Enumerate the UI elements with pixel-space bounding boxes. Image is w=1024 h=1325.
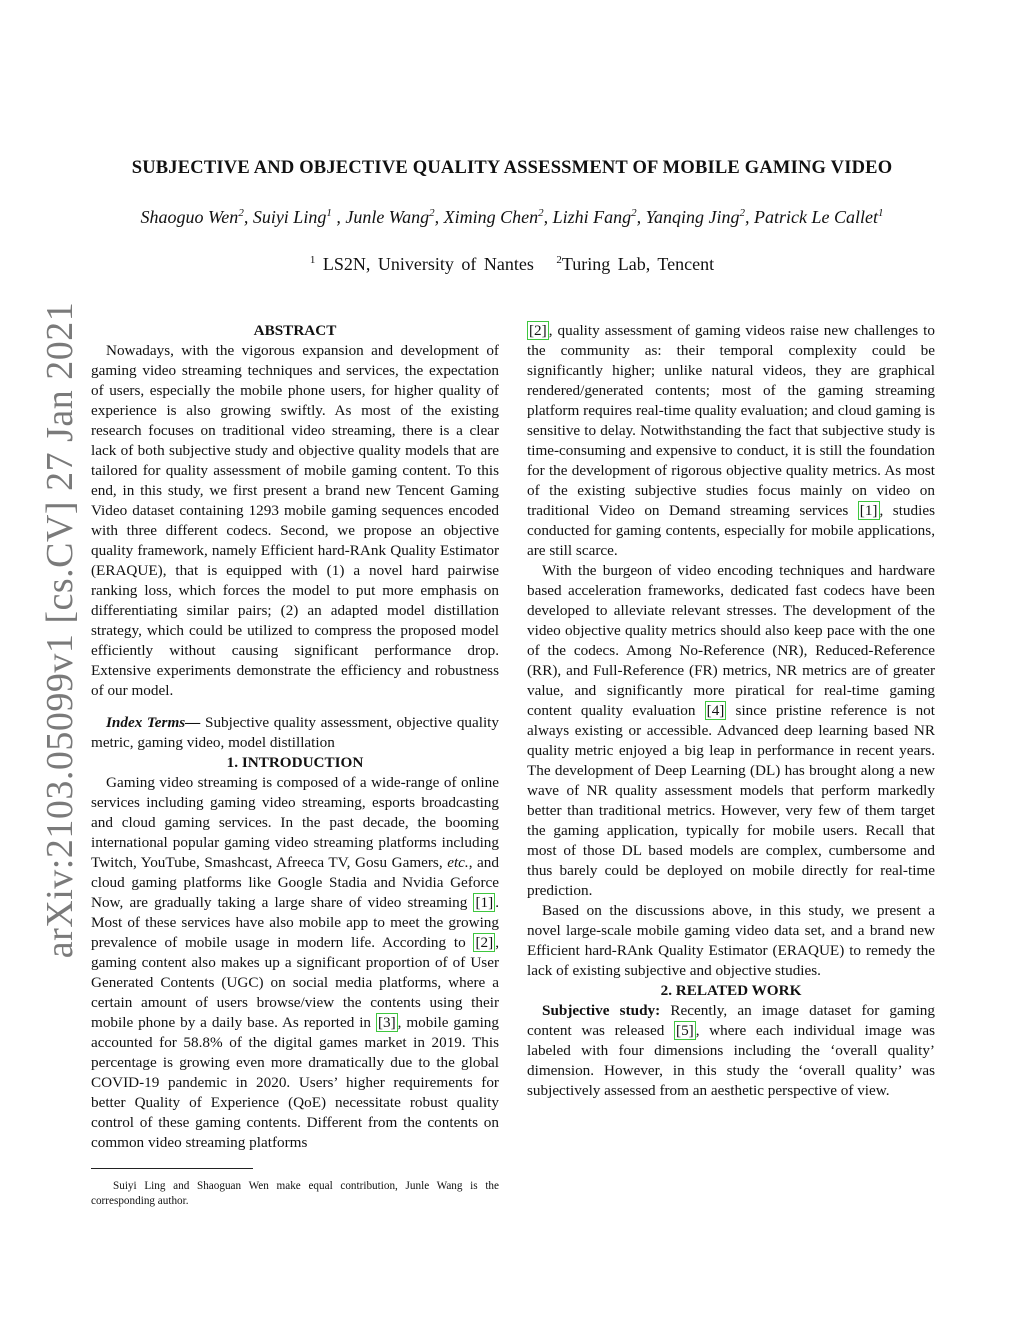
- text-run: . Most of these services have also mobile app to meet the growing prevalence of mobile usage in modern life. According to: [91, 894, 499, 951]
- citation-link[interactable]: [1]: [859, 502, 878, 519]
- author: Lizhi Fang: [552, 207, 632, 227]
- citation-link[interactable]: [4]: [706, 702, 725, 719]
- intro-paragraph-2: [527, 561, 935, 901]
- author: Suiyi Ling: [252, 207, 327, 227]
- index-terms: [91, 713, 499, 753]
- affiliation: Turing Lab, Tencent: [561, 254, 715, 274]
- author-affiliation: 2: [739, 207, 746, 219]
- intro-paragraph-1-continued: [527, 321, 935, 561]
- affiliation: LS2N, University of Nantes: [322, 254, 534, 274]
- index-terms-text: Subjective quality assessment, objective quality metric, gaming video, model distillation: [91, 714, 499, 751]
- citation-link[interactable]: [5]: [676, 1022, 694, 1039]
- abstract-heading: ABSTRACT: [253, 322, 337, 339]
- affiliations: [0, 254, 1024, 275]
- paper-title: SUBJECTIVE AND OBJECTIVE QUALITY ASSESSMENT OF MOBILE GAMING VIDEO: [131, 158, 893, 178]
- author: Yanqing Jing: [645, 207, 740, 227]
- section-heading-related-work: 2. RELATED WORK: [660, 982, 802, 999]
- author: Ximing Chen: [443, 207, 539, 227]
- affiliation-number: 1: [309, 254, 316, 266]
- author: Shaoguo Wen: [140, 207, 239, 227]
- subsection-label: Subjective study:: [542, 1002, 661, 1019]
- citation-link[interactable]: [3]: [377, 1014, 396, 1031]
- right-column: [527, 321, 935, 1101]
- affiliation-number: 2: [556, 254, 562, 266]
- left-column: [91, 321, 499, 1153]
- text-run: Recently, an image dataset for gaming content was released: [527, 1002, 935, 1039]
- author-affiliation: 1: [326, 207, 332, 219]
- arxiv-stamp-text: arXiv:2103.05099v1 [cs.CV] 27 Jan 2021: [39, 301, 81, 959]
- citation-link[interactable]: [2]: [475, 934, 494, 951]
- text-run: Gaming video streaming is composed of a wide-range of online services including gaming video streaming, esports broadcasting and cloud gaming services. In the past decade, the booming international popular gaming video streaming platforms including Twitch, YouTube, Smashcast, Afreeca TV, Gosu Gamers,: [91, 774, 499, 871]
- author-affiliation: 2: [238, 207, 244, 219]
- text-run: With the burgeon of video encoding techniques and hardware based acceleration frameworks, dedicated fast codecs have been developed to alleviate relevant stresses. The development of the video objective quality metrics should also keep pace with the one of the codecs. Among No-Reference (NR), Reduced-Reference (RR), and Full-Reference (FR) metrics, NR metrics are of greater value, and significantly more piratical for real-time gaming content quality evaluation: [527, 562, 935, 719]
- author-affiliation: 2: [538, 207, 544, 219]
- related-work-paragraph: [527, 1001, 935, 1101]
- citation-link[interactable]: [2]: [529, 322, 547, 339]
- author: Junle Wang: [345, 207, 430, 227]
- abstract-body: Nowadays, with the vigorous expansion and development of gaming video streaming techniques and services, the expectation of users, especially the mobile phone users, for higher quality of experience is also growing swiftly. As most of the existing research focuses on traditional video streaming, there is a clear lack of both subjective study and objective quality models that are tailored for quality assessment of mobile gaming content. To this end, in this study, we first present a brand new Tencent Gaming Video dataset containing 1293 mobile gaming sequences encoded with three different codecs. Second, we propose an objective quality framework, namely Efficient hard-RAnk Quality Estimator (ERAQUE), that is equipped with (1) a novel hard pairwise ranking loss, which forces the model to put more emphasis on differentiating similar pairs; (2) an adapted model distillation strategy, which could be utilized to compress the proposed model efficiently without causing significant performance drop. Extensive experiments demonstrate the efficiency and robustness of our model.: [91, 342, 499, 699]
- text-run: etc.: [447, 854, 469, 871]
- footnote: Suiyi Ling and Shaoguan Wen make equal contribution, Junle Wang is the corresponding author.: [91, 1180, 499, 1207]
- footnote-rule: [91, 1168, 253, 1169]
- text-run: , studies conducted for gaming contents, especially for mobile applications, are still scarce.: [527, 502, 935, 559]
- author: Patrick Le Callet: [754, 207, 879, 227]
- author-list: Shaoguo Wen$^2$, Suiyi Ling$^1$ , Junle Wang$^2$, Ximing Chen$^2$, Lizhi Fang$^2$, Yanqing Jing$^2$, Patrick Le Callet$^1$: [140, 207, 884, 227]
- text-run: , where each individual image was labeled with four dimensions including the ‘overall quality’ dimension. However, in this study the ‘overall quality’ was subjectively assessed from an aesthetic perspective of view.: [527, 1022, 935, 1099]
- text-run: , quality assessment of gaming videos raise new challenges to the community as: their temporal complexity could be significantly higher; unlike natural videos, they are graphical rendered/generated contents; most of the gaming streaming platform requires real-time quality evaluation; and cloud gaming is sensitive to delay. Notwithstanding the fact that subjective study is time-consuming and expensive to conduct, it is still the foundation for the development of rigorous objective quality metrics. As most of the existing subjective studies focus mainly on video on traditional Video on Demand streaming services: [527, 322, 935, 519]
- author-affiliation: 2: [631, 207, 637, 219]
- text-run: , mobile gaming accounted for 58.8% of the digital games market in 2019. This percentage is growing even more dramatically due to the global COVID-19 pandemic in 2020. Users’ higher requirements for better Quality of Experience (QoE) necessitate robust quality control of these gaming contents. Different from the contents on common video streaming platforms: [91, 1014, 499, 1151]
- text-run: , and cloud gaming platforms like Google Stadia and Nvidia Geforce Now, are gradually taking a large share of video streaming: [91, 854, 499, 911]
- text-run: since pristine reference is not always existing or accessible. Advanced deep learning based NR quality metric enjoyed a big leap in performance in recent years. The development of Deep Learning (DL) has brought along a new wave of NR quality assessment models that perform markedly better than traditional metrics. However, very few of them target the gaming application, typically for mobile users. Recall that most of those DL based models are complex, cumbersome and thus barely could be deployed on mobile directly for real-time prediction.: [527, 702, 935, 899]
- author-affiliation: 1: [878, 207, 884, 219]
- citation-link[interactable]: [1]: [475, 894, 494, 911]
- intro-paragraph-3: Based on the discussions above, in this study, we present a novel large-scale mobile gaming video data set, and a brand new Efficient hard-RAnk Quality Estimator (ERAQUE) to remedy the lack of existing subjective and objective studies.: [527, 902, 935, 979]
- section-heading-introduction: 1. INTRODUCTION: [226, 754, 364, 771]
- author-affiliation: 2: [429, 207, 435, 219]
- intro-paragraph-1: [91, 773, 499, 1153]
- index-terms-label: Index Terms—: [106, 714, 201, 731]
- text-run: , gaming content also makes up a significant proportion of of User Generated Contents (UGC) on social media platforms, where a certain amount of users browse/view the contents using their mobile phone by a daily base. As reported in: [91, 934, 499, 1031]
